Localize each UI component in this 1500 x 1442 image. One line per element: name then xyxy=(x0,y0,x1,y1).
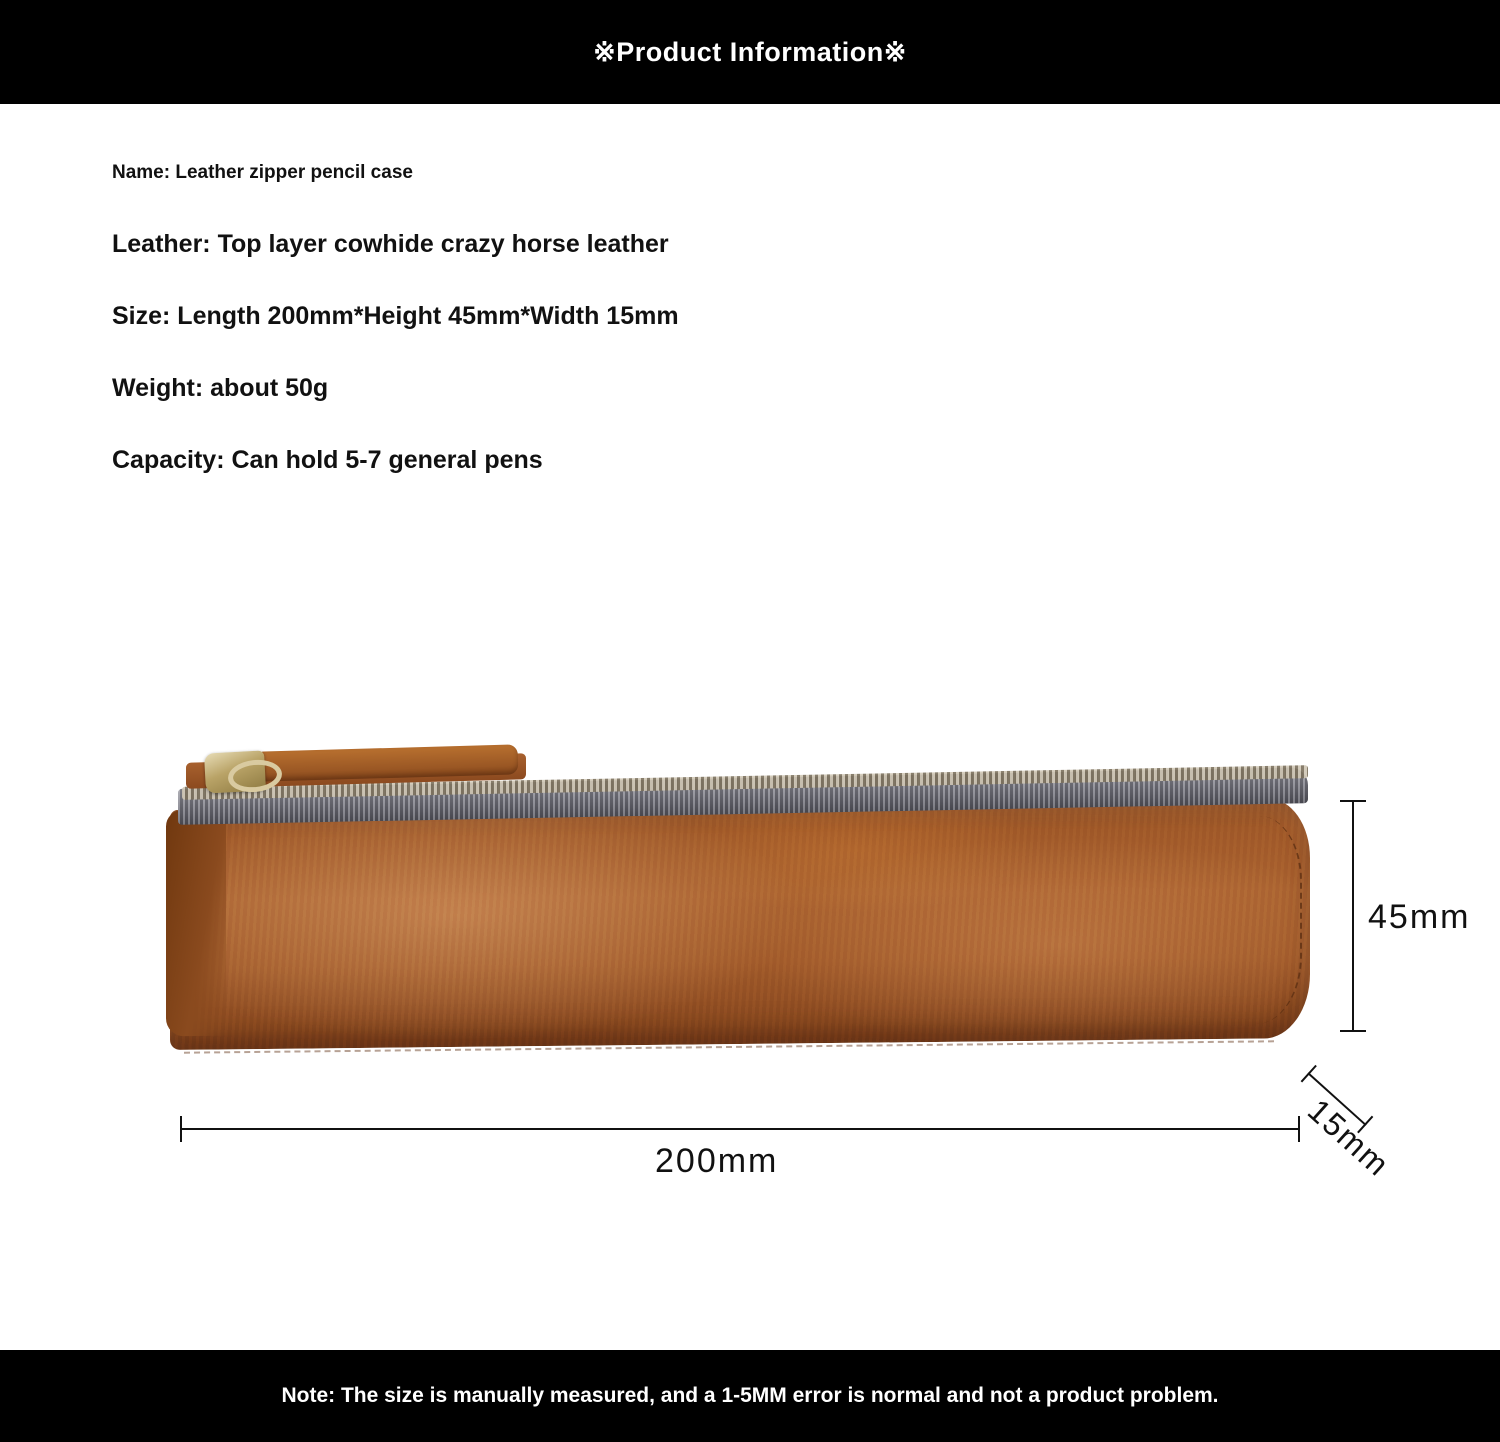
measurement-disclaimer: Note: The size is manually measured, and a 1-5MM error is normal and not a product problem. xyxy=(281,1384,1219,1407)
width-dimension-label: 15mm xyxy=(1300,1092,1398,1184)
footer-note-bar xyxy=(0,1350,1500,1442)
product-information-header xyxy=(0,0,1500,104)
spec-item-weight: Weight: about 50g xyxy=(112,374,329,402)
leather-body xyxy=(170,798,1310,1050)
pencil-case-illustration xyxy=(170,790,1310,1050)
height-dimension-label: 45mm xyxy=(1368,898,1471,936)
product-image xyxy=(0,700,1500,1260)
spec-item-capacity: Capacity: Can hold 5-7 general pens xyxy=(112,446,543,474)
product-spec-list xyxy=(112,160,1012,517)
length-dimension-line xyxy=(180,1128,1300,1130)
page-title: ※Product Information※ xyxy=(593,36,907,67)
spec-item-leather: Leather: Top layer cowhide crazy horse leather xyxy=(112,230,669,258)
height-dimension-line xyxy=(1352,800,1354,1032)
spec-item-name: Name: Leather zipper pencil case xyxy=(112,162,413,183)
spec-item-size: Size: Length 200mm*Height 45mm*Width 15mm xyxy=(112,302,679,330)
length-dimension-label: 200mm xyxy=(655,1142,779,1180)
leather-left-end xyxy=(166,810,226,1037)
